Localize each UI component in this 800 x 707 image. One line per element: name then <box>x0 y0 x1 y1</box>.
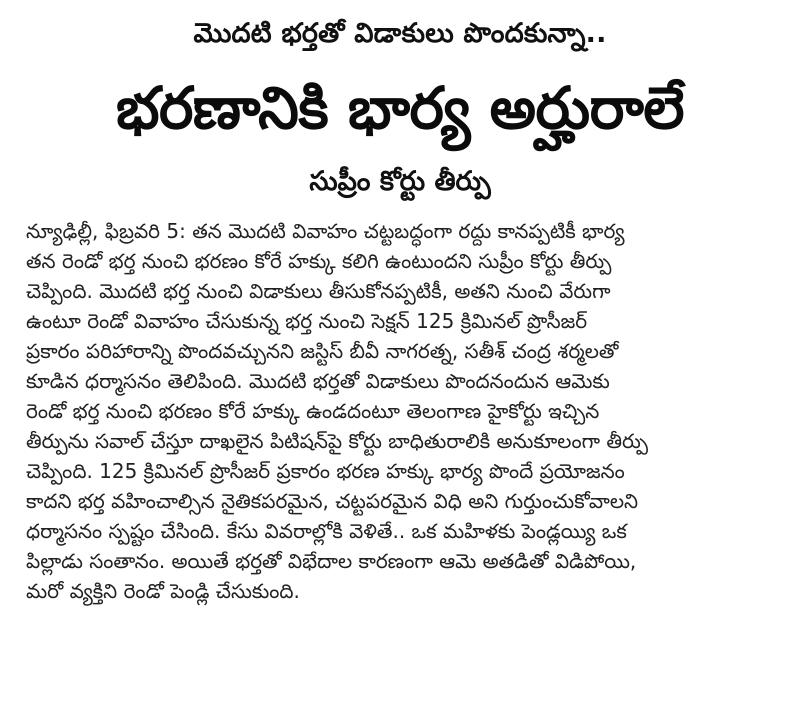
body-line: చెప్పింది. 125 క్రిమినల్ ప్రొసీజర్ ప్రకారం భరణ హక్కు భార్య పొందే ప్రయోజనం <box>26 459 625 483</box>
body-line: కూడిన ధర్మాసనం తెలిపింది. మొదటి భర్తతో విడాకులు పొందనందున ఆమెకు <box>26 369 610 393</box>
body-line: చెప్పింది. మొదటి భర్త నుంచి విడాకులు తీసుకోనప్పటికీ, అతని నుంచి వేరుగా <box>26 279 611 303</box>
body-line: ఉంటూ రెండో వివాహం చేసుకున్న భర్త నుంచి సెక్షన్ 125 క్రిమినల్ ప్రొసీజర్ <box>26 309 588 333</box>
body-line: పిల్లాడు సంతానం. అయితే భర్తతో విభేదాల కారణంగా ఆమె అతడితో విడిపోయి, <box>26 549 637 573</box>
body-line: కాదని భర్త వహించాల్సిన నైతికపరమైన, చట్టపరమైన విధి అని గుర్తుంచుకోవాలని <box>26 489 639 513</box>
body-line: రెండో భర్త నుంచి భరణం కోరే హక్కు ఉండదంటూ తెలంగాణ హైకోర్టు ఇచ్చిన <box>26 399 600 423</box>
article-body <box>26 216 774 606</box>
headline: భరణానికి భార్య అర్హురాలే <box>115 74 684 142</box>
body-line: ప్రకారం పరిహారాన్ని పొందవచ్చునని జస్టిస్ బీవీ నాగరత్న, సతీశ్ చంద్ర శర్మలతో <box>26 339 619 363</box>
kicker-line: మొదటి భర్తతో విడాకులు పొందకున్నా.. <box>193 18 607 49</box>
body-line: న్యూఢిల్లీ, ఫిబ్రవరి 5: తన మొదటి వివాహం చట్టబద్ధంగా రద్దు కానప్పటికీ భార్య <box>26 219 625 243</box>
body-line: ధర్మాసనం స్పష్టం చేసింది. కేసు వివరాల్లోకి వెళితే.. ఒక మహిళకు పెండ్లయ్యి ఒక <box>26 519 627 543</box>
body-line: తన రెండో భర్త నుంచి భరణం కోరే హక్కు కలిగి ఉంటుందని సుప్రీం కోర్టు తీర్పు <box>26 249 612 273</box>
body-line: తీర్పును సవాల్ చేస్తూ దాఖలైన పిటిషన్‌పై కోర్టు బాధితురాలికి అనుకూలంగా తీర్పు <box>26 429 649 453</box>
subheadline: సుప్రీం కోర్టు తీర్పు <box>309 166 491 197</box>
body-line: మరో వ్యక్తిని రెండో పెండ్లి చేసుకుంది. <box>26 579 300 603</box>
